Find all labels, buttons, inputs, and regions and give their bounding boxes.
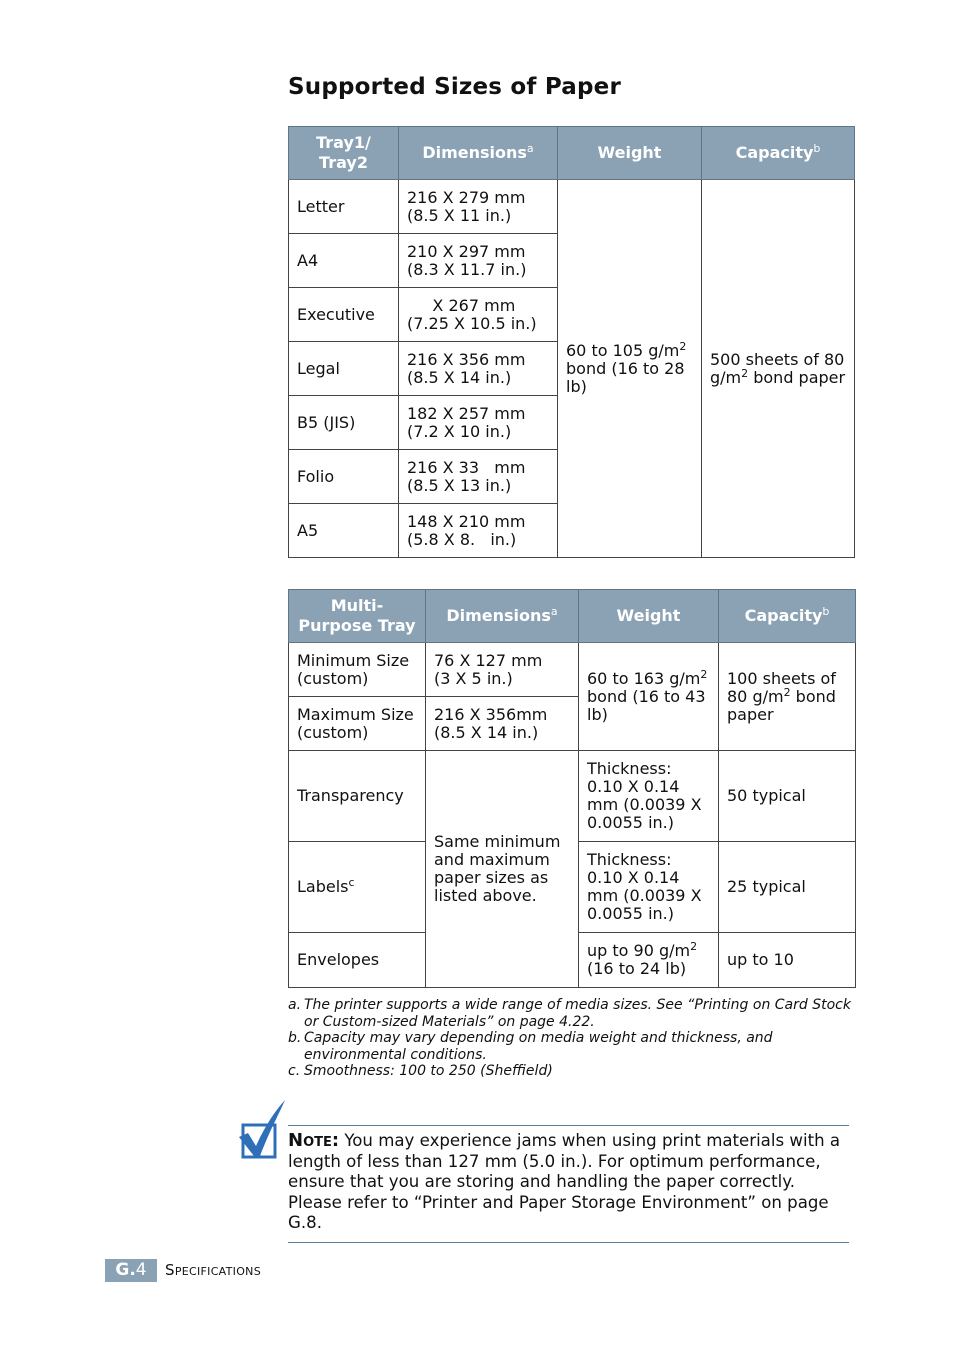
- footnotes: [288, 997, 858, 1080]
- note-label: Note:: [288, 1130, 340, 1151]
- footnote-ref: a: [550, 605, 558, 618]
- paper-size-cell: Folio: [289, 450, 399, 504]
- table-header-row: [289, 590, 856, 643]
- dimensions-cell: 210 X 297 mm (8.3 X 11.7 in.): [399, 234, 558, 288]
- capacity-cell: 500 sheets of 80 $g/m^2$ bond paper: [702, 180, 855, 558]
- footnote-ref: b: [822, 605, 830, 618]
- dimensions-cell: 216 X 356mm (8.5 X 14 in.): [426, 697, 579, 751]
- weight-cell: 60 to 163 $g/m^2$ bond (16 to 43 lb): [579, 643, 719, 751]
- page-title: Supported Sizes of Paper: [288, 74, 621, 100]
- checkmark-note-icon: [236, 1098, 288, 1160]
- dimensions-cell: 148 X 210 mm (5.8 X 8. in.): [399, 504, 558, 558]
- footnote-ref: b: [813, 142, 821, 155]
- paper-size-cell: B5 (JIS): [289, 396, 399, 450]
- multipurpose-tray-table: [288, 589, 856, 988]
- paper-size-cell: Envelopes: [289, 933, 426, 988]
- weight-cell: Thickness: 0.10 X 0.14 mm (0.0039 X 0.0055 in.): [579, 842, 719, 933]
- header-dimensions: Dimensions$^a$: [426, 590, 579, 643]
- footnote-ref: a: [526, 142, 534, 155]
- header-capacity: Capacity$^b$: [702, 127, 855, 180]
- table-row: [289, 751, 856, 842]
- header-capacity: Capacity$^b$: [719, 590, 856, 643]
- paper-size-cell: Letter: [289, 180, 399, 234]
- weight-cell: Thickness: 0.10 X 0.14 mm (0.0039 X 0.0055 in.): [579, 751, 719, 842]
- paper-size-cell: Executive: [289, 288, 399, 342]
- footnote-ref: c: [348, 876, 355, 889]
- note-bottom-rule: [288, 1242, 849, 1243]
- footnote: a. The printer supports a wide range of media sizes. See “Printing on Card Stock or Custom-sized Materials” on page 4.22.: [288, 997, 851, 1030]
- header-dimensions: Dimensions$^a$: [399, 127, 558, 180]
- header-tray: Tray1/ Tray2: [289, 127, 399, 180]
- dimensions-cell: 182 X 257 mm (7.2 X 10 in.): [399, 396, 558, 450]
- paper-size-cell: Minimum Size (custom): [289, 643, 426, 697]
- capacity-cell: 100 sheets of 80 $g/m^2$ bond paper: [719, 643, 856, 751]
- footnote: c. Smoothness: 100 to 250 (Sheffield): [288, 1063, 553, 1080]
- capacity-cell: 25 typical: [719, 842, 856, 933]
- dimensions-cell: 216 X 33 mm (8.5 X 13 in.): [399, 450, 558, 504]
- paper-size-cell: A5: [289, 504, 399, 558]
- note-text: Note: You may experience jams when using print materials with a length of less than 127 mm (5.0 in.). For optimum performance, ensure that you are storing and handling the paper correctly. Please refer to “Printer and Paper Storage Environment” on page G.8.: [288, 1130, 841, 1233]
- section-name: Specifications: [165, 1261, 261, 1279]
- table-header-row: [289, 127, 855, 180]
- tray-paper-table: [288, 126, 855, 558]
- note-top-rule: [288, 1125, 849, 1126]
- header-tray: Multi- Purpose Tray: [289, 590, 426, 643]
- dimensions-cell: Same minimum and maximum paper sizes as listed above.: [426, 751, 579, 988]
- weight-cell: up to 90 $g/m^2$ (16 to 24 lb): [579, 933, 719, 988]
- capacity-cell: up to 10: [719, 933, 856, 988]
- table-row: [289, 643, 856, 697]
- paper-size-cell: Labels$^c$: [289, 842, 426, 933]
- paper-size-cell: Legal: [289, 342, 399, 396]
- paper-size-cell: Maximum Size (custom): [289, 697, 426, 751]
- footnote: b. Capacity may vary depending on media weight and thickness, and environmental conditions.: [288, 1030, 773, 1063]
- page-number-badge: G.4: [105, 1259, 157, 1282]
- dimensions-cell: 76 X 127 mm (3 X 5 in.): [426, 643, 579, 697]
- paper-size-cell: Transparency: [289, 751, 426, 842]
- header-weight: Weight: [579, 590, 719, 643]
- header-weight: Weight: [558, 127, 702, 180]
- dimensions-cell: 216 X 279 mm (8.5 X 11 in.): [399, 180, 558, 234]
- paper-size-cell: A4: [289, 234, 399, 288]
- capacity-cell: 50 typical: [719, 751, 856, 842]
- table-row: [289, 180, 855, 234]
- weight-cell: 60 to 105 $g/m^2$ bond (16 to 28 lb): [558, 180, 702, 558]
- dimensions-cell: X 267 mm (7.25 X 10.5 in.): [399, 288, 558, 342]
- dimensions-cell: 216 X 356 mm (8.5 X 14 in.): [399, 342, 558, 396]
